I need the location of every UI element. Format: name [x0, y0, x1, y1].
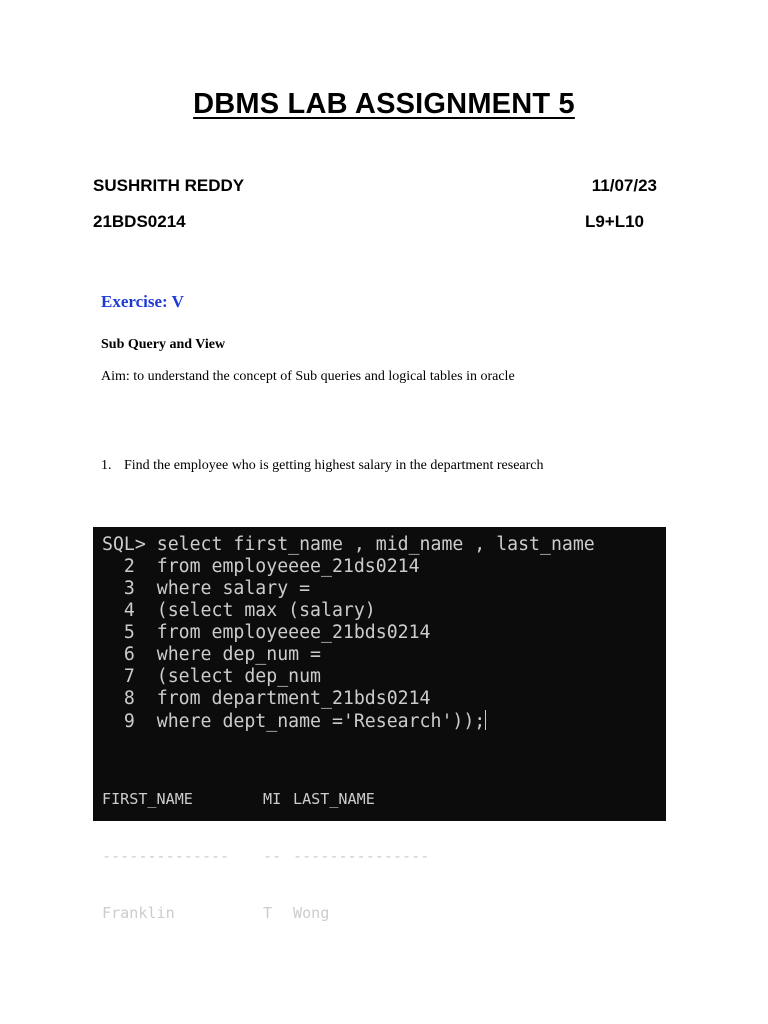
result-cell: Wong [293, 904, 330, 922]
question-text: Find the employee who is getting highest salary in the department research [124, 458, 544, 473]
exercise-aim: Aim: to understand the concept of Sub queries and logical tables in oracle [101, 369, 515, 384]
exercise-heading: Exercise: V [101, 292, 184, 311]
student-name: SUSHRITH REDDY [93, 176, 245, 195]
terminal-screenshot [93, 527, 666, 922]
result-separator: -- [263, 847, 282, 865]
sql-line: 6 where dep_num = [102, 644, 321, 665]
registration-number: 21BDS0214 [93, 212, 186, 231]
result-header: FIRST_NAME [102, 790, 193, 808]
question-item [101, 458, 544, 474]
result-header-row [102, 790, 429, 809]
result-cell: T [263, 904, 273, 922]
result-row [102, 904, 429, 923]
query-result [102, 752, 429, 961]
result-header: MI [263, 790, 282, 808]
sql-line [102, 710, 595, 733]
result-header: LAST_NAME [293, 790, 375, 808]
sql-line: 8 from department_21bds0214 [102, 688, 431, 709]
sql-query [102, 534, 595, 733]
sql-line: 5 from employeeee_21bds0214 [102, 622, 431, 643]
result-separator-row [102, 847, 429, 866]
document-title: DBMS LAB ASSIGNMENT 5 [193, 88, 575, 120]
sql-line: 2 from employeeee_21ds0214 [102, 556, 420, 577]
result-separator: --------------- [293, 847, 430, 865]
assignment-date: 11/07/23 [591, 176, 657, 195]
sql-line-text: 9 where dept_name ='Research')); [102, 711, 486, 732]
result-cell: Franklin [102, 904, 175, 922]
exercise-subheading: Sub Query and View [101, 337, 226, 352]
sql-line: 4 (select max (salary) [102, 600, 376, 621]
sql-line: 3 where salary = [102, 578, 311, 599]
text-cursor [485, 710, 486, 730]
sql-line: SQL> select first_name , mid_name , last_name [102, 534, 595, 555]
lab-slot: L9+L10 [584, 212, 644, 231]
result-separator: -------------- [102, 847, 230, 865]
sql-line: 7 (select dep_num [102, 666, 321, 687]
question-number: 1. [101, 458, 112, 473]
